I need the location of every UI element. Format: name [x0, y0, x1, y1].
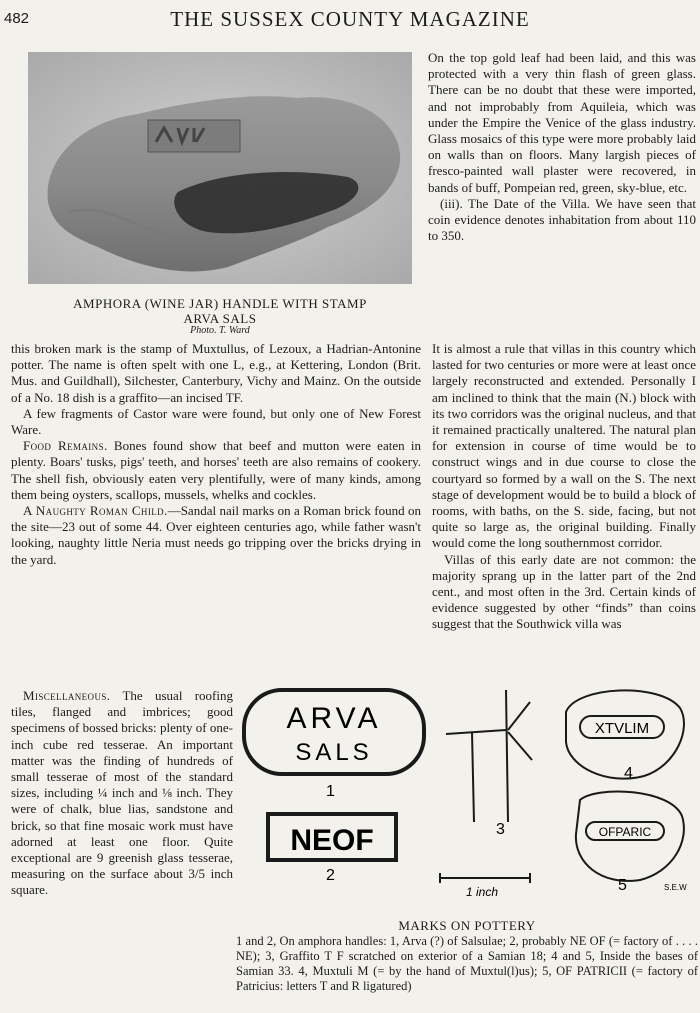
paragraph [11, 503, 421, 568]
paragraph [11, 688, 233, 899]
photo-caption: AMPHORA (WINE JAR) HANDLE WITH STAMP [73, 296, 367, 311]
amphora-handle-image [28, 52, 412, 284]
paragraph: Villas of this early date are not common: the majority sprang up in the latter part of the 2nd cent., and most often in the 3rd. Certain kinds of evidence suggested by other “finds” than coins suggest that the Southwick villa was [432, 551, 696, 632]
figure-caption-text: 1 and 2, On amphora handles: 1, Arva (?) of Salsulae; 2, probably NE OF (= factory of . . . . NE); 3, Graffito T F scratched on exterior of a Samian 18; 4 and 5, Inside the bases of Samian 33. 4, Muxtuli M (= by the hand of Muxtul(l)us); 5, OF PATRICII (= factory of Patricius: letters T and R ligatured) [236, 934, 698, 993]
stamp-4-text: XTVLIM [594, 720, 650, 737]
pottery-marks-drawing [240, 682, 700, 902]
amphora-handle-photo [28, 52, 412, 284]
figure-caption-title: MARKS ON POTTERY [398, 918, 536, 933]
stamp-2-text: NEOF [290, 824, 374, 857]
paragraph: On the top gold leaf had been laid, and this was protected with a very thin flash of green glass. There can be no doubt that these were imported, and not improbably from Aquileia, which was under the Empire the Venice of the glass industry. Glass mosaics of this type were more probably laid on walls than on floors. Many largish pieces of fresco-painted wall plaster were recovered, in bands of buff, Pompeian red, green, sky-blue, etc. [428, 50, 696, 195]
paragraph: It is almost a rule that villas in this country which lasted for two centuries or more were at least once largely reconstructed and extended. Personally I am inclined to think that the main (N.) block with its two corridors was the original nucleus, and that it remained practically unaltered. The natural plan for extension in course of time would be to construct wings and in due course to close the courtyard so formed by a wall on the S. The next stage of development would be to build a block of rooms, with baths, on the S. side, facing, but not quite so large as, the original building. Finally would come the long southernmost corridor. [432, 341, 696, 551]
graffito-tf [446, 690, 532, 822]
right-column-middle [432, 341, 696, 633]
magazine-title: THE SUSSEX COUNTY MAGAZINE [170, 7, 530, 31]
paragraph-text: Bones found show that beef and mutton were eaten in plenty. Boars' tusks, pigs' teeth, and horses' teeth are also remains of cookery. The shell fish, obviously eaten very plentifully, were of many kinds, among them being oysters, scallops, mussels, whelks and cockles. [11, 438, 421, 502]
scale-label: 1 inch [466, 885, 499, 899]
paragraph-text: The usual roofing tiles, flanged and imbrices; good specimens of bossed bricks: plenty of one-inch cube red tesserae. An important matter was the finding of hundreds of small tesserae of most of the standard sizes, including ¼ inch and ⅛ inch. They were of chalk, blue lias, sandstone and brick, so that fine mosaic work must have adorned at least one floor. Quite exceptional are 9 greenish glass tesserae, measuring on the surface about 3/5 inch square. [11, 688, 233, 898]
scale-bar [440, 873, 530, 883]
figure-number-4: 4 [624, 765, 633, 782]
photo-caption-stamp: ARVA SALS [183, 311, 257, 326]
stamp-1-line2: SALS [295, 739, 373, 766]
section-heading: Miscellaneous. [23, 688, 111, 703]
stamp-5-text: OFPARIC [598, 825, 652, 839]
figure-number-5: 5 [618, 877, 627, 894]
section-heading: A Naughty Roman Child. [23, 503, 168, 519]
left-column-upper [11, 341, 421, 568]
paragraph-text: —Sandal nail marks on a Roman brick found on the site—23 out of some 44. Over eighteen centuries ago, while father wasn't looking, naughty little Neria must needs go tripping over the bricks drying in the yard. [11, 503, 421, 567]
pottery-marks-figure [240, 682, 700, 902]
photo-credit: Photo. T. Ward [190, 325, 250, 336]
page-number: 482 [4, 10, 30, 27]
figure-number-2: 2 [326, 867, 335, 884]
artist-initials: S.E.W [664, 883, 687, 892]
paragraph: A few fragments of Castor ware were found, but only one of New Forest Ware. [11, 405, 421, 438]
figure-number-1: 1 [326, 783, 335, 800]
section-heading: Food Remains. [23, 438, 108, 454]
paragraph: this broken mark is the stamp of Muxtullus, of Lezoux, a Hadrian-Antonine potter. The name is often spelt with one L, e.g., at Kettering, London (Brit. Mus. and Guildhall), Silchester, Canterbury, Vichy and Mainz. On the outside of a No. 18 dish is a graffito—an incised TF. [11, 341, 421, 405]
stamp-1-line1: ARVA [286, 702, 382, 735]
figure-number-3: 3 [496, 821, 505, 838]
paragraph: (iii). The Date of the Villa. We have seen that coin evidence denotes inhabitation from about 110 to 350. [428, 195, 696, 244]
left-column-lower [11, 688, 233, 899]
right-column-top [428, 50, 696, 244]
paragraph [11, 438, 421, 503]
